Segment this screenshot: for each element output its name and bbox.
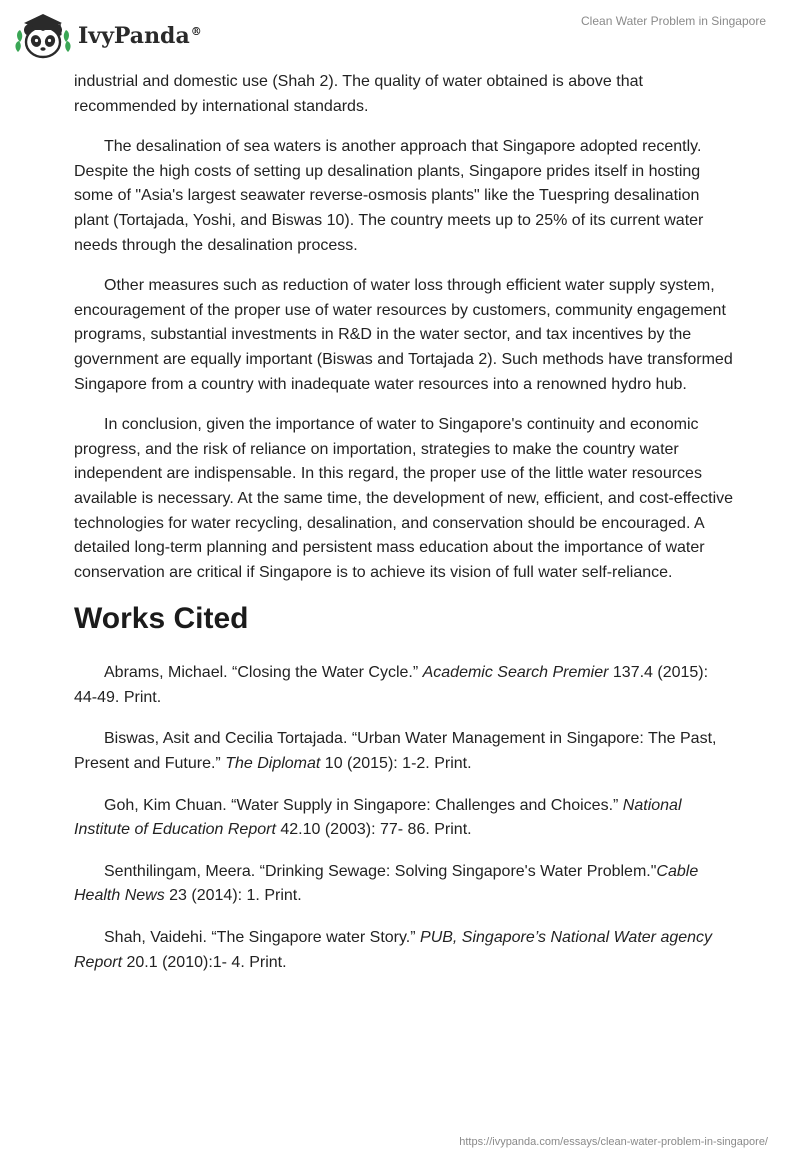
body-paragraph-2: The desalination of sea waters is another approach that Singapore adopted recently. Despite the high costs of setting up desalination plants, Singapore prides itself in hosting some of "Asia's largest seawater reverse-osmosis plants" like the Tuespring desalination plant (Tortajada, Yoshi, and Biswas 10). The country meets up to 25% of its current water needs through the desalination process. — [74, 138, 704, 254]
citation-2-text: Biswas, Asit and Cecilia Tortajada. “Urban Water Management in Singapore: The Past, Present and Future.” — [74, 730, 717, 773]
source-url[interactable]: https://ivypanda.com/essays/clean-water-problem-in-singapore/ — [459, 1136, 768, 1148]
citation-1-source: Academic Search Premier — [422, 664, 609, 682]
works-cited-heading: Works Cited — [74, 602, 249, 636]
citation-2 — [74, 727, 734, 776]
citation-4 — [74, 860, 734, 909]
citation-1 — [74, 661, 734, 710]
citation-3-source: National Institute of Education Report — [74, 796, 682, 839]
citation-1-details: 137.4 (2015): 44-49. Print. — [74, 664, 709, 706]
citation-3-details: 42.10 (2003): 77- 86. Print. — [275, 821, 472, 839]
citation-3 — [74, 794, 734, 843]
citation-4-source: Cable Health News — [74, 862, 699, 905]
essay-content — [74, 70, 734, 992]
ivypanda-logo[interactable] — [14, 8, 202, 60]
registered-mark: ® — [190, 24, 202, 38]
citation-5-text: Shah, Vaidehi. “The Singapore water Story.” — [104, 929, 421, 947]
citation-5-source: PUB, Singapore’s National Water agency Report — [74, 929, 713, 971]
document-title: Clean Water Problem in Singapore — [581, 14, 766, 28]
citation-3-text: Goh, Kim Chuan. “Water Supply in Singapore: Challenges and Choices.” — [104, 796, 623, 814]
citation-4-details: 23 (2014): 1. Print. — [164, 887, 302, 905]
brand-name — [78, 23, 202, 49]
citation-5 — [74, 926, 734, 975]
body-paragraph-1: industrial and domestic use (Shah 2). The quality of water obtained is above that recommended by international standards. — [74, 73, 643, 115]
body-paragraph-4: In conclusion, given the importance of water to Singapore's continuity and economic progress, and the risk of reliance on importation, strategies to make the country water independent are indispensable. In this regard, the proper use of the little water resources available is necessary. At the same time, the development of new, efficient, and cost-effective technologies for water recycling, desalination, and conservation should be encouraged. A detailed long-term planning and persistent mass education about the importance of water conservation are critical if Singapore is to achieve its vision of full water self-reliance. — [74, 416, 734, 581]
citation-2-source: The Diplomat — [225, 755, 321, 773]
brand-name-text: IvyPanda — [78, 23, 190, 49]
citation-2-details: 10 (2015): 1-2. Print. — [320, 755, 472, 773]
body-paragraph-3: Other measures such as reduction of water loss through efficient water supply system, encouragement of the proper use of water resources by customers, community engagement programs, substantial investments in R&D in the water sector, and tax incentives by the government are equally important (Biswas and Tortajada 2). Such methods have transformed Singapore from a country with inadequate water resources into a renowned hydro hub. — [74, 277, 733, 393]
citation-1-text: Abrams, Michael. “Closing the Water Cycle.” — [104, 664, 423, 682]
panda-graduate-icon — [14, 8, 72, 60]
citation-5-details: 20.1 (2010):1- 4. Print. — [122, 953, 287, 971]
citation-4-text: Senthilingam, Meera. “Drinking Sewage: Solving Singapore's Water Problem." — [104, 862, 657, 880]
page-header — [0, 0, 800, 66]
